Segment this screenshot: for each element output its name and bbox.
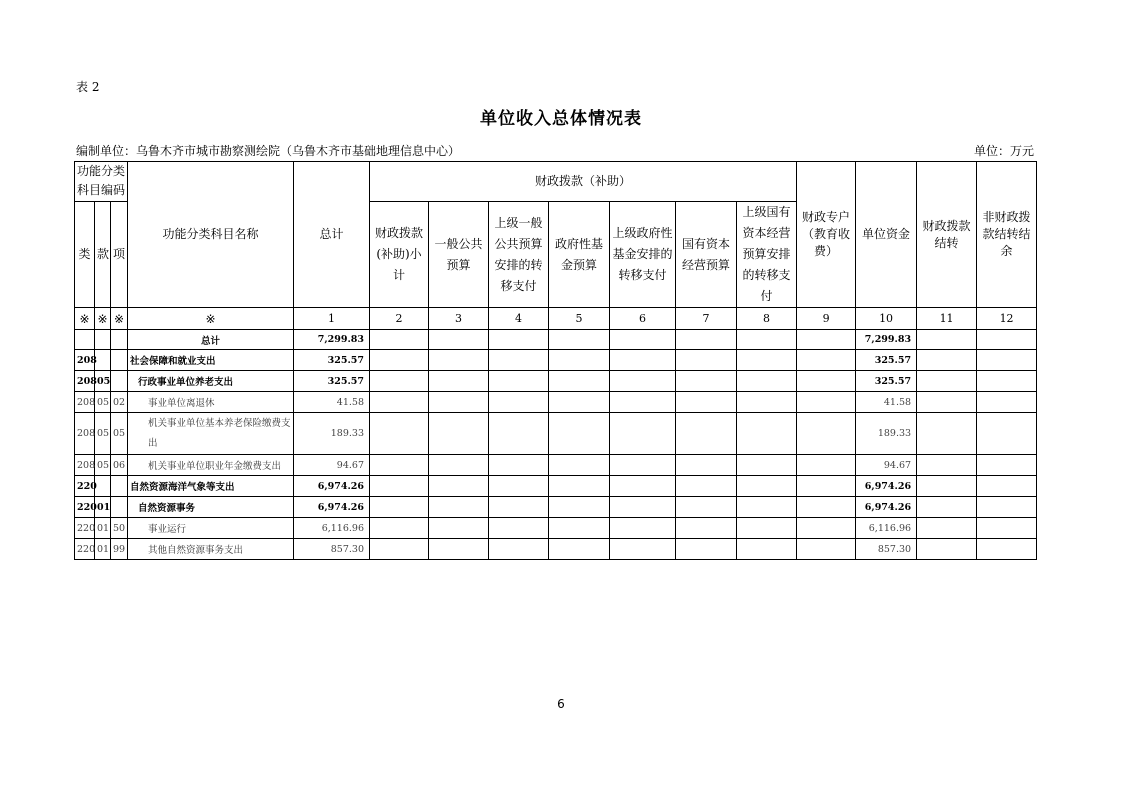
xiang-header: 项: [111, 202, 128, 308]
column-number: 12: [977, 308, 1037, 330]
total-cell: 41.58: [294, 392, 370, 413]
fiscal-special-header: 财政专户（教育收费）: [797, 162, 856, 308]
table-row: [75, 455, 1037, 476]
kuan-header: 款: [95, 202, 111, 308]
lei-cell: 220: [75, 539, 95, 560]
column-number: 2: [370, 308, 429, 330]
xiang-cell: [111, 497, 128, 518]
column-number: 1: [294, 308, 370, 330]
state-capital-header: 国有资本经营预算: [676, 202, 737, 308]
lei-cell: [75, 330, 95, 350]
unit-fund-cell: 7,299.83: [856, 330, 917, 350]
name-cell: 行政事业单位养老支出: [128, 371, 294, 392]
marks-row: [75, 308, 1037, 330]
total-cell: 6,116.96: [294, 518, 370, 539]
lei-cell: 220: [75, 476, 95, 497]
table-row: [75, 518, 1037, 539]
xiang-cell: 02: [111, 392, 128, 413]
name-cell: 事业单位离退休: [128, 392, 294, 413]
lei-cell: 208: [75, 371, 95, 392]
name-cell: 机关事业单位基本养老保险缴费支出: [128, 413, 294, 455]
table-row: [75, 350, 1037, 371]
table-row: [75, 476, 1037, 497]
unit-fund-cell: 189.33: [856, 413, 917, 455]
upper-gov-fund-header: 上级政府性基金安排的转移支付: [610, 202, 676, 308]
xiang-cell: 05: [111, 413, 128, 455]
xiang-cell: [111, 330, 128, 350]
upper-state-capital-header: 上级国有资本经营预算安排的转移支付: [737, 202, 797, 308]
total-cell: 189.33: [294, 413, 370, 455]
kuan-cell: 01: [95, 539, 111, 560]
lei-cell: 220: [75, 518, 95, 539]
upper-general-header: 上级一般公共预算安排的转移支付: [489, 202, 549, 308]
mark-cell: ※: [75, 308, 95, 330]
name-cell: 自然资源海洋气象等支出: [128, 476, 294, 497]
lei-cell: 208: [75, 455, 95, 476]
gov-fund-header: 政府性基金预算: [549, 202, 610, 308]
xiang-cell: 50: [111, 518, 128, 539]
mark-cell: ※: [128, 308, 294, 330]
page-title: 单位收入总体情况表: [480, 109, 642, 129]
lei-cell: 208: [75, 350, 95, 371]
column-number: 10: [856, 308, 917, 330]
unit-fund-cell: 325.57: [856, 350, 917, 371]
kuan-cell: 01: [95, 518, 111, 539]
total-cell: 857.30: [294, 539, 370, 560]
unit-fund-cell: 6,974.26: [856, 497, 917, 518]
income-table: [74, 161, 1037, 560]
fiscal-group-header: 财政拨款（补助）: [370, 162, 797, 202]
fiscal-carry-header: 财政拨款结转: [917, 162, 977, 308]
header-row-1: [75, 162, 1037, 202]
kuan-cell: 05: [95, 413, 111, 455]
name-cell: 自然资源事务: [128, 497, 294, 518]
name-cell: 事业运行: [128, 518, 294, 539]
name-cell: 其他自然资源事务支出: [128, 539, 294, 560]
total-cell: 6,974.26: [294, 476, 370, 497]
general-budget-header: 一般公共预算: [429, 202, 489, 308]
kuan-cell: 05: [95, 392, 111, 413]
name-cell: 总计: [128, 330, 294, 350]
unit-fund-cell: 857.30: [856, 539, 917, 560]
lei-cell: 208: [75, 392, 95, 413]
func-name-header: 功能分类科目名称: [128, 162, 294, 308]
mark-cell: ※: [95, 308, 111, 330]
column-number: 11: [917, 308, 977, 330]
fiscal-subtotal-header: 财政拨款(补助)小计: [370, 202, 429, 308]
total-cell: 325.57: [294, 371, 370, 392]
column-number: 3: [429, 308, 489, 330]
table-row: [75, 539, 1037, 560]
lei-cell: 220: [75, 497, 95, 518]
kuan-cell: 01: [95, 497, 111, 518]
xiang-cell: [111, 476, 128, 497]
kuan-cell: [95, 330, 111, 350]
column-number: 7: [676, 308, 737, 330]
table-row: [75, 392, 1037, 413]
name-cell: 社会保障和就业支出: [128, 350, 294, 371]
lei-cell: 208: [75, 413, 95, 455]
column-number: 5: [549, 308, 610, 330]
column-number: 4: [489, 308, 549, 330]
page-number: 6: [557, 697, 565, 711]
column-number: 9: [797, 308, 856, 330]
mark-cell: ※: [111, 308, 128, 330]
compiling-unit: 编制单位：乌鲁木齐市城市勘察测绘院（乌鲁木齐市基础地理信息中心）: [76, 144, 461, 158]
xiang-cell: [111, 371, 128, 392]
name-cell: 机关事业单位职业年金缴费支出: [128, 455, 294, 476]
xiang-cell: 06: [111, 455, 128, 476]
unit-fund-header: 单位资金: [856, 162, 917, 308]
xiang-cell: [111, 350, 128, 371]
table-row: [75, 330, 1037, 350]
kuan-cell: 05: [95, 455, 111, 476]
column-number: 6: [610, 308, 676, 330]
currency-unit: 单位：万元: [973, 144, 1034, 158]
total-cell: 325.57: [294, 350, 370, 371]
lei-header: 类: [75, 202, 95, 308]
unit-fund-cell: 94.67: [856, 455, 917, 476]
table-row: [75, 413, 1037, 455]
total-header: 总计: [294, 162, 370, 308]
table-row: [75, 371, 1037, 392]
unit-fund-cell: 325.57: [856, 371, 917, 392]
unit-fund-cell: 6,116.96: [856, 518, 917, 539]
kuan-cell: 05: [95, 371, 111, 392]
func-code-header: 功能分类科目编码: [75, 162, 128, 202]
total-cell: 6,974.26: [294, 497, 370, 518]
xiang-cell: 99: [111, 539, 128, 560]
unit-fund-cell: 6,974.26: [856, 476, 917, 497]
table-number: 表 2: [76, 80, 100, 94]
column-number: 8: [737, 308, 797, 330]
nonfiscal-carry-header: 非财政拨款结转结余: [977, 162, 1037, 308]
unit-fund-cell: 41.58: [856, 392, 917, 413]
total-cell: 94.67: [294, 455, 370, 476]
total-cell: 7,299.83: [294, 330, 370, 350]
table-row: [75, 497, 1037, 518]
